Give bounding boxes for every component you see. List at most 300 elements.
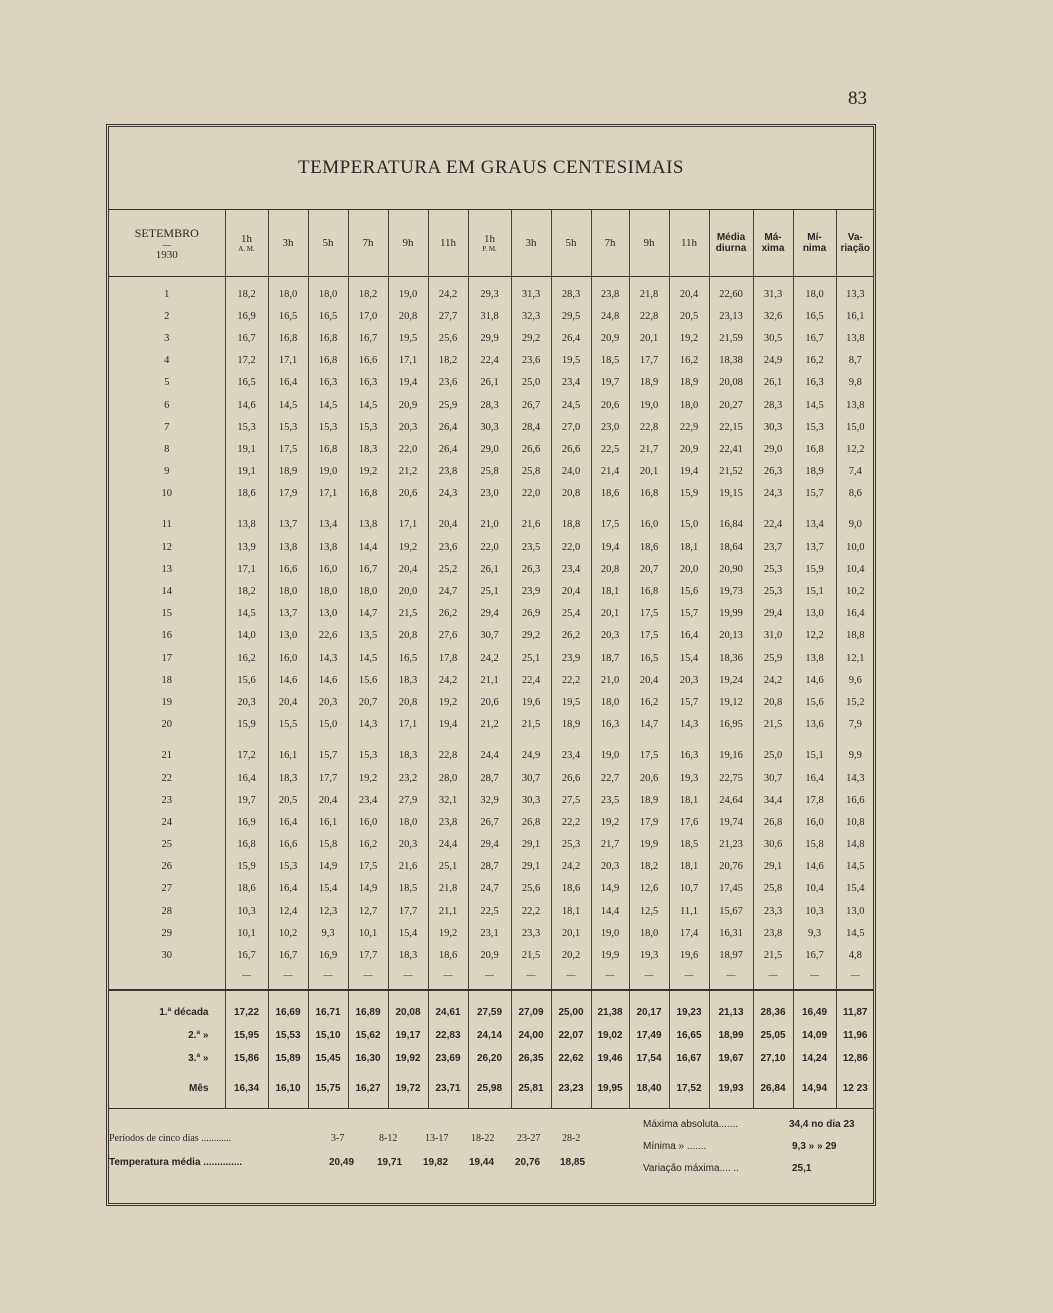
cell-value: 17,52	[669, 1070, 709, 1109]
cell-value: 16,89	[348, 990, 388, 1024]
cell-value: 19,7	[591, 372, 629, 394]
cell-value: 9,0	[836, 514, 874, 536]
day-row	[109, 416, 874, 438]
cell-value	[225, 505, 268, 514]
row-label: 23	[161, 794, 172, 806]
row-label: 14	[161, 586, 172, 598]
cell-value: 26,7	[468, 811, 511, 833]
hour-header	[225, 210, 268, 277]
cell-value: 15,1	[793, 745, 836, 767]
cell-value: 14,4	[348, 536, 388, 558]
cell-value: 18,6	[225, 483, 268, 505]
cell-value: 14,6	[793, 856, 836, 878]
cell-value: 16,31	[709, 922, 753, 944]
cell-value: 18,9	[793, 461, 836, 483]
cell-value: 18,9	[669, 372, 709, 394]
cell-value: 15,9	[225, 714, 268, 736]
cell-value	[836, 983, 874, 990]
cell-value: 13,8	[836, 394, 874, 416]
cell-value: 24,61	[428, 990, 468, 1024]
cell-value	[709, 736, 753, 745]
cell-value: 9,6	[836, 669, 874, 691]
row-label	[109, 967, 225, 983]
cell-value: 17,5	[629, 745, 669, 767]
cell-value: 18,3	[388, 669, 428, 691]
cell-value: 21,6	[388, 856, 428, 878]
cell-value: 16,7	[348, 327, 388, 349]
day-row	[109, 327, 874, 349]
cell-value: 15,9	[225, 856, 268, 878]
cell-value: 19,0	[308, 461, 348, 483]
cell-value: 16,10	[268, 1070, 308, 1109]
cell-value: 16,9	[225, 305, 268, 327]
cell-value: 12,3	[308, 900, 348, 922]
cell-value: 15,53	[268, 1024, 308, 1047]
cell-value: 24,00	[511, 1024, 551, 1047]
cell-value: 16,0	[308, 558, 348, 580]
cell-value: 10,4	[793, 878, 836, 900]
cell-value: 14,5	[836, 856, 874, 878]
day-row	[109, 714, 874, 736]
cell-value: 14,0	[225, 625, 268, 647]
cell-value	[468, 983, 511, 990]
cell-value	[793, 505, 836, 514]
cell-value: 26,7	[511, 394, 551, 416]
cell-value: 15,7	[669, 603, 709, 625]
table-body	[109, 277, 874, 1109]
cell-value: 26,3	[753, 461, 793, 483]
row-label: 3	[164, 332, 170, 344]
cell-value: 26,6	[551, 438, 591, 460]
cell-value: 12,2	[836, 438, 874, 460]
cell-value: 20,4	[388, 558, 428, 580]
cell-value: 17,1	[268, 350, 308, 372]
cell-value: 14,9	[348, 878, 388, 900]
cell-value: 18,5	[591, 350, 629, 372]
cell-value	[836, 736, 874, 745]
cell-value: 13,5	[348, 625, 388, 647]
row-label: 19	[161, 696, 172, 708]
absolute-max-value: 34,4 no dia 23	[789, 1118, 855, 1130]
stat-label-bottom: riação	[840, 243, 870, 254]
hour-header	[468, 210, 511, 277]
cell-value: —	[428, 967, 468, 983]
cell-value: 19,0	[629, 394, 669, 416]
row-label: 17	[161, 652, 172, 664]
row-label: 13	[161, 563, 172, 575]
day-row	[109, 669, 874, 691]
table-footer	[109, 1109, 873, 1209]
cell-value: 23,4	[551, 558, 591, 580]
cell-value: 16,8	[268, 327, 308, 349]
cell-value: 24,14	[468, 1024, 511, 1047]
cell-value: 25,1	[468, 580, 511, 602]
hour-header	[551, 210, 591, 277]
cell-value: 29,1	[511, 834, 551, 856]
cell-value: 15,3	[308, 416, 348, 438]
cell-value: 15,9	[669, 483, 709, 505]
max-variation-value: 25,1	[792, 1162, 812, 1174]
stat-label-bottom: xima	[761, 243, 785, 254]
cell-value: 19,99	[709, 603, 753, 625]
cell-value: 15,8	[308, 834, 348, 856]
row-label: 10	[161, 488, 172, 500]
cell-value: 19,9	[591, 944, 629, 966]
period-range: 28-2	[562, 1132, 581, 1144]
cell-value: 19,5	[551, 350, 591, 372]
cell-value: 18,3	[388, 944, 428, 966]
cell-value: 9,8	[836, 372, 874, 394]
cell-value: 22,8	[629, 416, 669, 438]
cell-value: 31,3	[753, 283, 793, 305]
hour-label: 3h	[282, 237, 294, 249]
cell-value: 19,1	[225, 438, 268, 460]
cell-value	[551, 983, 591, 990]
cell-value: 25,3	[753, 558, 793, 580]
day-row	[109, 580, 874, 602]
cell-value: 22,0	[511, 483, 551, 505]
cell-value	[709, 983, 753, 990]
cell-value: 16,4	[225, 767, 268, 789]
cell-value: 7,9	[836, 714, 874, 736]
cell-value: 25,8	[753, 878, 793, 900]
stat-header	[793, 210, 836, 277]
cell-value: 18,5	[388, 878, 428, 900]
cell-value: 23,69	[428, 1047, 468, 1070]
min-label: Mínima » .......	[643, 1140, 707, 1152]
cell-value	[348, 736, 388, 745]
cell-value: 17,5	[348, 856, 388, 878]
cell-value: 23,9	[511, 580, 551, 602]
cell-value: 19,2	[591, 811, 629, 833]
cell-value: 18,8	[551, 514, 591, 536]
cell-value: 13,0	[793, 603, 836, 625]
cell-value: 25,0	[511, 372, 551, 394]
cell-value: 22,0	[388, 438, 428, 460]
cell-value: 32,1	[428, 789, 468, 811]
cell-value: 15,5	[268, 714, 308, 736]
cell-value: 24,3	[753, 483, 793, 505]
cell-value: 32,3	[511, 305, 551, 327]
cell-value: 30,3	[753, 416, 793, 438]
day-row	[109, 438, 874, 460]
row-label	[109, 983, 225, 990]
cell-value: 7,4	[836, 461, 874, 483]
cell-value: 13,4	[793, 514, 836, 536]
cell-value: 24,7	[468, 878, 511, 900]
cell-value: 20,08	[388, 990, 428, 1024]
cell-value: 13,8	[348, 514, 388, 536]
cell-value: 19,2	[348, 767, 388, 789]
cell-value: 20,8	[551, 483, 591, 505]
cell-value: 20,8	[591, 558, 629, 580]
cell-value: 16,7	[225, 944, 268, 966]
cell-value: 18,1	[669, 856, 709, 878]
cell-value: 21,7	[591, 834, 629, 856]
absolute-max-label: Máxima absoluta.......	[643, 1118, 739, 1130]
row-label: 9	[164, 466, 170, 478]
cell-value: 23,3	[753, 900, 793, 922]
cell-value: 16,6	[348, 350, 388, 372]
cell-value: 25,3	[753, 580, 793, 602]
cell-value: 30,3	[468, 416, 511, 438]
cell-value: 27,10	[753, 1047, 793, 1070]
cell-value: 16,69	[268, 990, 308, 1024]
cell-value: 17,5	[629, 625, 669, 647]
cell-value: 17,1	[225, 558, 268, 580]
cell-value: 23,5	[511, 536, 551, 558]
cell-value: 18,40	[629, 1070, 669, 1109]
cell-value: 16,3	[348, 372, 388, 394]
cell-value: 10,3	[225, 900, 268, 922]
period-temperature: 20,76	[515, 1156, 541, 1168]
hour-header	[348, 210, 388, 277]
cell-value: 16,0	[268, 647, 308, 669]
cell-value: 22,9	[669, 416, 709, 438]
cell-value: 13,8	[225, 514, 268, 536]
cell-value: 25,3	[551, 834, 591, 856]
cell-value: 20,4	[428, 514, 468, 536]
cell-value: 15,62	[348, 1024, 388, 1047]
cell-value: 20,8	[753, 691, 793, 713]
cell-value: 20,9	[468, 944, 511, 966]
cell-value: 22,60	[709, 283, 753, 305]
cell-value	[551, 505, 591, 514]
cell-value	[225, 736, 268, 745]
cell-value: 12,7	[348, 900, 388, 922]
cell-value: 10,1	[348, 922, 388, 944]
cell-value: 26,35	[511, 1047, 551, 1070]
cell-value: 20,6	[629, 767, 669, 789]
cell-value: 20,76	[709, 856, 753, 878]
cell-value: 23,9	[551, 647, 591, 669]
cell-value: 16,95	[709, 714, 753, 736]
cell-value: 18,1	[669, 789, 709, 811]
spacer-row	[109, 505, 874, 514]
cell-value	[428, 505, 468, 514]
cell-value: 25,9	[753, 647, 793, 669]
cell-value: 21,0	[591, 669, 629, 691]
cell-value: 26,3	[511, 558, 551, 580]
cell-value: 18,0	[348, 580, 388, 602]
cell-value: 16,5	[225, 372, 268, 394]
cell-value: 24,8	[591, 305, 629, 327]
day-row	[109, 691, 874, 713]
cell-value: —	[308, 967, 348, 983]
cell-value: 19,5	[551, 691, 591, 713]
cell-value: 19,2	[348, 461, 388, 483]
cell-value: 25,2	[428, 558, 468, 580]
row-label: 12	[161, 541, 172, 553]
cell-value: 15,86	[225, 1047, 268, 1070]
cell-value: 30,7	[511, 767, 551, 789]
cell-value: 16,8	[793, 438, 836, 460]
cell-value: 23,3	[511, 922, 551, 944]
cell-value: 23,13	[709, 305, 753, 327]
cell-value	[511, 983, 551, 990]
cell-value: 18,6	[551, 878, 591, 900]
cell-value: 23,5	[591, 789, 629, 811]
cell-value: 28,7	[468, 767, 511, 789]
cell-value: 19,72	[388, 1070, 428, 1109]
cell-value: 16,8	[348, 483, 388, 505]
cell-value: 20,1	[591, 603, 629, 625]
cell-value: —	[348, 967, 388, 983]
cell-value: 21,5	[511, 714, 551, 736]
cell-value: 25,1	[428, 856, 468, 878]
cell-value: 16,5	[388, 647, 428, 669]
cell-value: 14,6	[308, 669, 348, 691]
cell-value: 17,7	[308, 767, 348, 789]
cell-value: 15,8	[793, 834, 836, 856]
row-label: 1.ª década	[159, 1006, 209, 1018]
cell-value: 20,4	[669, 283, 709, 305]
cell-value: 16,4	[268, 811, 308, 833]
cell-value: 15,7	[669, 691, 709, 713]
cell-value	[308, 505, 348, 514]
cell-value: 20,3	[591, 625, 629, 647]
cell-value: 18,64	[709, 536, 753, 558]
cell-value: 18,36	[709, 647, 753, 669]
cell-value: 20,8	[388, 691, 428, 713]
cell-value: 22,7	[591, 767, 629, 789]
cell-value: 4,8	[836, 944, 874, 966]
cell-value	[753, 505, 793, 514]
row-label: 16	[161, 630, 172, 642]
cell-value: 21,5	[511, 944, 551, 966]
cell-value: 16,4	[669, 625, 709, 647]
row-label: 8	[164, 443, 170, 455]
decade-row	[109, 1047, 874, 1070]
cell-value: 16,84	[709, 514, 753, 536]
cell-value: 27,0	[551, 416, 591, 438]
cell-value: 16,7	[268, 944, 308, 966]
cell-value	[225, 983, 268, 990]
cell-value: 30,7	[753, 767, 793, 789]
cell-value: 26,6	[551, 767, 591, 789]
cell-value: 19,9	[629, 834, 669, 856]
cell-value: 17,8	[793, 789, 836, 811]
cell-value: 14,3	[669, 714, 709, 736]
cell-value: 22,4	[511, 669, 551, 691]
day-row	[109, 767, 874, 789]
cell-value: 16,71	[308, 990, 348, 1024]
hour-label: 3h	[525, 237, 537, 249]
cell-value	[551, 736, 591, 745]
cell-value: 20,1	[629, 327, 669, 349]
cell-value: 18,9	[551, 714, 591, 736]
cell-value: 16,30	[348, 1047, 388, 1070]
cell-value: 25,98	[468, 1070, 511, 1109]
day-row	[109, 350, 874, 372]
cell-value: 18,2	[629, 856, 669, 878]
cell-value: 23,8	[753, 922, 793, 944]
cell-value: 21,5	[753, 944, 793, 966]
cell-value: 19,73	[709, 580, 753, 602]
cell-value: 16,7	[793, 327, 836, 349]
cell-value: 28,3	[551, 283, 591, 305]
cell-value: 24,2	[428, 283, 468, 305]
cell-value: 11,87	[836, 990, 874, 1024]
cell-value: 19,2	[428, 691, 468, 713]
cell-value: 20,8	[388, 305, 428, 327]
cell-value: 28,3	[753, 394, 793, 416]
stat-header	[753, 210, 793, 277]
cell-value: 20,17	[629, 990, 669, 1024]
cell-value: 12,86	[836, 1047, 874, 1070]
cell-value: 14,9	[308, 856, 348, 878]
cell-value: 17,2	[225, 745, 268, 767]
rule-row	[109, 983, 874, 990]
cell-value: 14,5	[348, 394, 388, 416]
cell-value: 24,2	[428, 669, 468, 691]
cell-value: 21,5	[388, 603, 428, 625]
row-label: 4	[164, 355, 170, 367]
cell-value: 26,4	[428, 438, 468, 460]
cell-value: 13,9	[225, 536, 268, 558]
cell-value: 12,1	[836, 647, 874, 669]
cell-value: 16,4	[793, 767, 836, 789]
cell-value: 13,8	[308, 536, 348, 558]
cell-value: 13,8	[793, 647, 836, 669]
day-row	[109, 394, 874, 416]
cell-value: 20,90	[709, 558, 753, 580]
cell-value: 16,5	[268, 305, 308, 327]
row-label: 3.ª »	[188, 1052, 209, 1064]
cell-value: 15,95	[225, 1024, 268, 1047]
cell-value: 13,7	[793, 536, 836, 558]
cell-value: 14,5	[793, 394, 836, 416]
row-label: Mês	[109, 1070, 225, 1109]
cell-value: 22,8	[428, 745, 468, 767]
cell-value: 17,1	[308, 483, 348, 505]
cell-value: 23,6	[428, 536, 468, 558]
row-label: 2	[164, 310, 170, 322]
cell-value	[591, 736, 629, 745]
cell-value: 18,8	[836, 625, 874, 647]
cell-value: 14,4	[591, 900, 629, 922]
cell-value: 15,3	[348, 745, 388, 767]
cell-value: 19,95	[591, 1070, 629, 1109]
cell-value: 29,3	[468, 283, 511, 305]
cell-value: 24,2	[753, 669, 793, 691]
cell-value: 21,7	[629, 438, 669, 460]
cell-value: 20,2	[551, 944, 591, 966]
cell-value: 15,6	[348, 669, 388, 691]
cell-value: 16,1	[308, 811, 348, 833]
cell-value	[629, 983, 669, 990]
cell-value: 16,3	[308, 372, 348, 394]
cell-value: 16,34	[225, 1070, 268, 1109]
cell-value: 22,07	[551, 1024, 591, 1047]
cell-value: 29,1	[753, 856, 793, 878]
cell-value: 20,7	[348, 691, 388, 713]
hour-header	[268, 210, 308, 277]
cell-value: —	[753, 967, 793, 983]
cell-value: 18,2	[225, 283, 268, 305]
cell-value: 23,0	[591, 416, 629, 438]
cell-value: 24,2	[468, 647, 511, 669]
cell-value: 15,4	[388, 922, 428, 944]
cell-value: 17,4	[669, 922, 709, 944]
cell-value: 20,9	[591, 327, 629, 349]
cell-value: 16,4	[836, 603, 874, 625]
cell-value	[268, 983, 308, 990]
cell-value: 30,5	[753, 327, 793, 349]
row-label: 2.ª »	[188, 1029, 209, 1041]
cell-value: 16,1	[836, 305, 874, 327]
cell-value: 29,2	[511, 327, 551, 349]
